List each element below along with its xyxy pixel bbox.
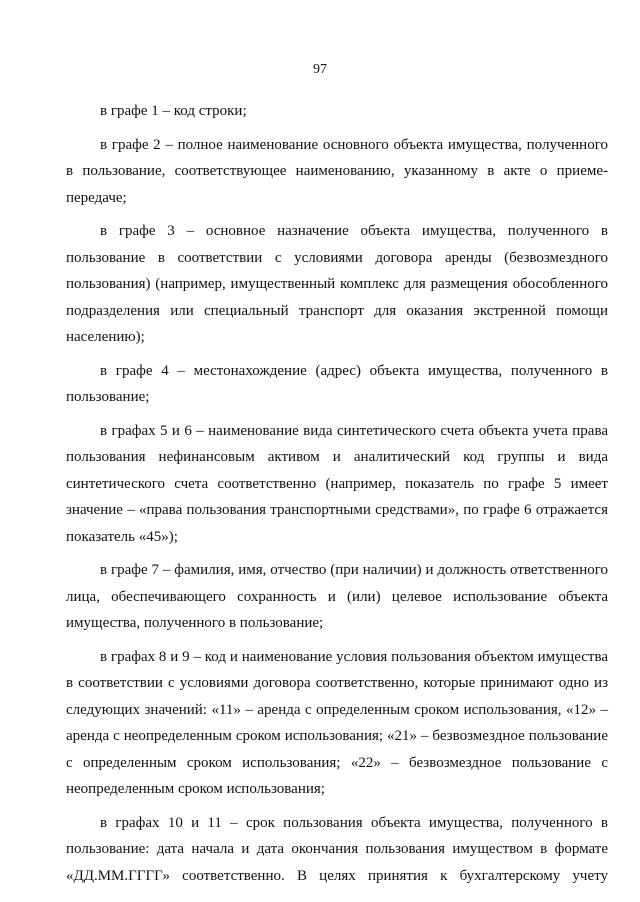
- paragraph-columns-8-9: в графах 8 и 9 – код и наименование условия пользования объектом имущества в соответствии с условиями договора соответственно, которые принимают одно из следующих значений: «11» – аренда с определенным сроком использования, «12» – аренда с неопределенным сроком использования; «21» – безвозмездное пользование с определенным сроком использования; «22» – безвозмездное пользование с неопределенным сроком использования;: [66, 648, 608, 797]
- paragraph-column-3: в графе 3 – основное назначение объекта имущества, полученного в пользование в соответствии с условиями договора аренды (безвозмездного пользования) (например, имущественный комплекс для размещения обособленного подразделения или специальный транспорт для оказания экстренной помощи населению);: [66, 223, 608, 345]
- paragraph-column-4: в графе 4 – местонахождение (адрес) объекта имущества, полученного в пользование;: [66, 362, 608, 405]
- paragraph-columns-10-11: в графах 10 и 11 – срок пользования объекта имущества, полученного в пользование: дата начала и дата окончания пользования имуществом в формате «ДД.ММ.ГГГГ» соответственно. В целях принятия к бухгалтерскому учету: [66, 814, 608, 884]
- paragraph-column-2: в графе 2 – полное наименование основного объекта имущества, полученного в пользование, соответствующее наименованию, указанному в акте о приеме-передаче;: [66, 136, 608, 206]
- paragraph-column-1: в графе 1 – код строки;: [100, 103, 247, 119]
- page-number: 97: [313, 62, 327, 77]
- document-body: [66, 98, 608, 889]
- paragraph-columns-5-6: в графах 5 и 6 – наименование вида синтетического счета объекта учета права пользования нефинансовым активом и аналитический код группы и вида синтетического счета соответственно (например, показатель по графе 5 имеет значение – «права пользования транспортными средствами», по графе 6 отражается показатель «45»);: [66, 422, 608, 545]
- paragraph-column-7: в графе 7 – фамилия, имя, отчество (при наличии) и должность ответственного лица, обеспечивающего сохранность и (или) целевое использование объекта имущества, полученного в пользование;: [66, 562, 608, 631]
